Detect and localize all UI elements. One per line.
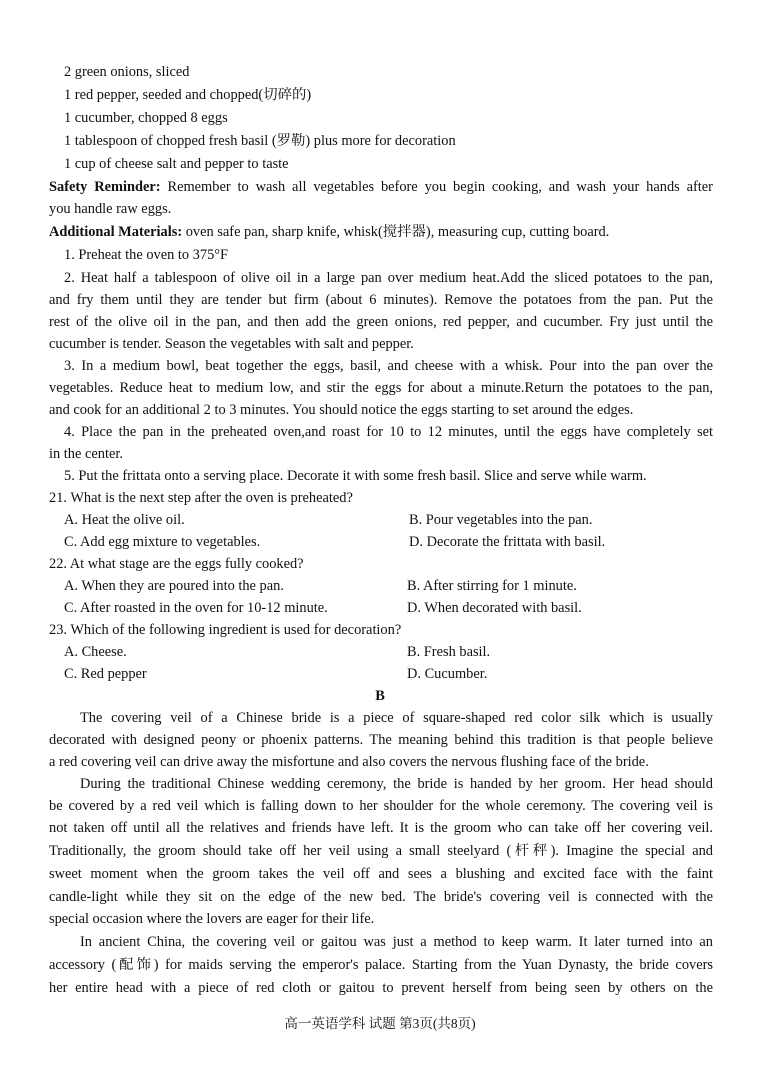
safety-reminder-cont: you handle raw eggs. — [49, 201, 172, 217]
step-4-line: in the center. — [49, 446, 123, 462]
ingredient-line: 1 cup of cheese salt and pepper to taste — [64, 156, 289, 172]
option-21-a[interactable]: A. Heat the olive oil. — [64, 512, 185, 528]
step-3-line: vegetables. Reduce heat to medium low, and stir the eggs for about a minute.Return the potatoes to the pan, — [49, 380, 713, 396]
question-23: 23. Which of the following ingredient is used for decoration? — [49, 622, 402, 638]
step-2: 2. Heat half a tablespoon of olive oil in a large pan over medium heat.Add the sliced potatoes to the pan, — [64, 270, 713, 286]
option-22-c[interactable]: C. After roasted in the oven for 10-12 minute. — [64, 600, 328, 616]
question-21: 21. What is the next step after the oven is preheated? — [49, 490, 353, 506]
option-23-b[interactable]: B. Fresh basil. — [407, 644, 491, 660]
additional-materials — [49, 221, 713, 243]
option-23-a[interactable]: A. Cheese. — [64, 644, 127, 660]
step-5: 5. Put the frittata onto a serving place. Decorate it with some fresh basil. Slice and serve while warm. — [64, 468, 647, 484]
page-footer: 高一英语学科 试题 第3页(共8页) — [284, 1016, 476, 1031]
option-21-c[interactable]: C. Add egg mixture to vegetables. — [64, 534, 261, 550]
option-21-d[interactable]: D. Decorate the frittata with basil. — [409, 534, 606, 550]
passage-line: The covering veil of a Chinese bride is a piece of square-shaped red color silk which is usually — [80, 710, 713, 726]
passage-line: During the traditional Chinese wedding ceremony, the bride is handed by her groom. Her head should — [80, 776, 713, 792]
passage-line: special occasion where the lovers are eager for their life. — [49, 911, 375, 927]
option-23-d[interactable]: D. Cucumber. — [407, 666, 488, 682]
step-2-line: rest of the olive oil in the pan, and then add the green onions, red pepper, and cucumber. Fry just until the — [49, 314, 713, 330]
safety-reminder — [49, 176, 713, 198]
safety-label: Safety Reminder: — [49, 179, 161, 195]
passage-line: her entire head with a piece of red cloth or gaitou to prevent herself from being seen by others on the — [49, 980, 713, 996]
materials-text: oven safe pan, sharp knife, whisk(搅拌器), measuring cup, cutting board. — [185, 224, 610, 240]
passage-line: In ancient China, the covering veil or gaitou was just a method to keep warm. It later turned into an — [80, 934, 713, 950]
materials-label: Additional Materials: — [49, 224, 183, 240]
step-2-line: cucumber is tender. Season the vegetables with salt and pepper. — [49, 336, 414, 352]
ingredient-line: 2 green onions, sliced — [64, 64, 190, 80]
question-22: 22. At what stage are the eggs fully cooked? — [49, 556, 304, 572]
option-22-d[interactable]: D. When decorated with basil. — [407, 600, 582, 616]
passage-line: sweet moment when the groom takes the veil off and sees a blushing and excited face with the faint — [49, 866, 713, 882]
option-22-b[interactable]: B. After stirring for 1 minute. — [407, 578, 577, 594]
passage-line: candle-light while they sit on the edge of the new bed. The bride's covering veil is connected with the — [49, 889, 713, 905]
passage-line: Traditionally, the groom should take off her veil using a small steelyard (杆秤). Imagine the special and — [49, 843, 713, 859]
safety-text: Remember to wash all vegetables before you begin cooking, and wash your hands after — [167, 179, 713, 195]
ingredient-line: 1 cucumber, chopped 8 eggs — [64, 110, 228, 126]
ingredient-line: 1 red pepper, seeded and chopped(切碎的) — [64, 87, 312, 103]
passage-line: a red covering veil can drive away the misfortune and also covers the nervous flushing face of the bride. — [49, 754, 649, 770]
step-4: 4. Place the pan in the preheated oven,and roast for 10 to 12 minutes, until the eggs have completely set — [64, 424, 713, 440]
step-1: 1. Preheat the oven to 375°F — [64, 247, 229, 263]
step-3: 3. In a medium bowl, beat together the eggs, basil, and cheese with a whisk. Pour into the pan over the — [64, 358, 713, 374]
step-2-line: and fry them until they are tender but firm (about 6 minutes). Remove the potatoes from the pan. Put the — [49, 292, 713, 308]
option-21-b[interactable]: B. Pour vegetables into the pan. — [409, 512, 593, 528]
section-heading: B — [375, 688, 385, 704]
passage-line: not taken off until all the relatives and friends have left. It is the groom who can take off her covering veil. — [49, 820, 713, 836]
step-3-line: and cook for an additional 2 to 3 minutes. You should notice the eggs starting to set around the edges. — [49, 402, 634, 418]
passage-line: be covered by a red veil which is falling down to her shoulder for the whole ceremony. The covering veil is — [49, 798, 713, 814]
passage-line: decorated with designed peony or phoenix patterns. The meaning behind this tradition is that people believe — [49, 732, 713, 748]
option-23-c[interactable]: C. Red pepper — [64, 666, 147, 682]
ingredient-line: 1 tablespoon of chopped fresh basil (罗勒) plus more for decoration — [64, 133, 456, 149]
passage-line: accessory (配饰) for maids serving the emperor's palace. Starting from the Yuan Dynasty, the bride covers — [49, 957, 713, 973]
option-22-a[interactable]: A. When they are poured into the pan. — [64, 578, 284, 594]
